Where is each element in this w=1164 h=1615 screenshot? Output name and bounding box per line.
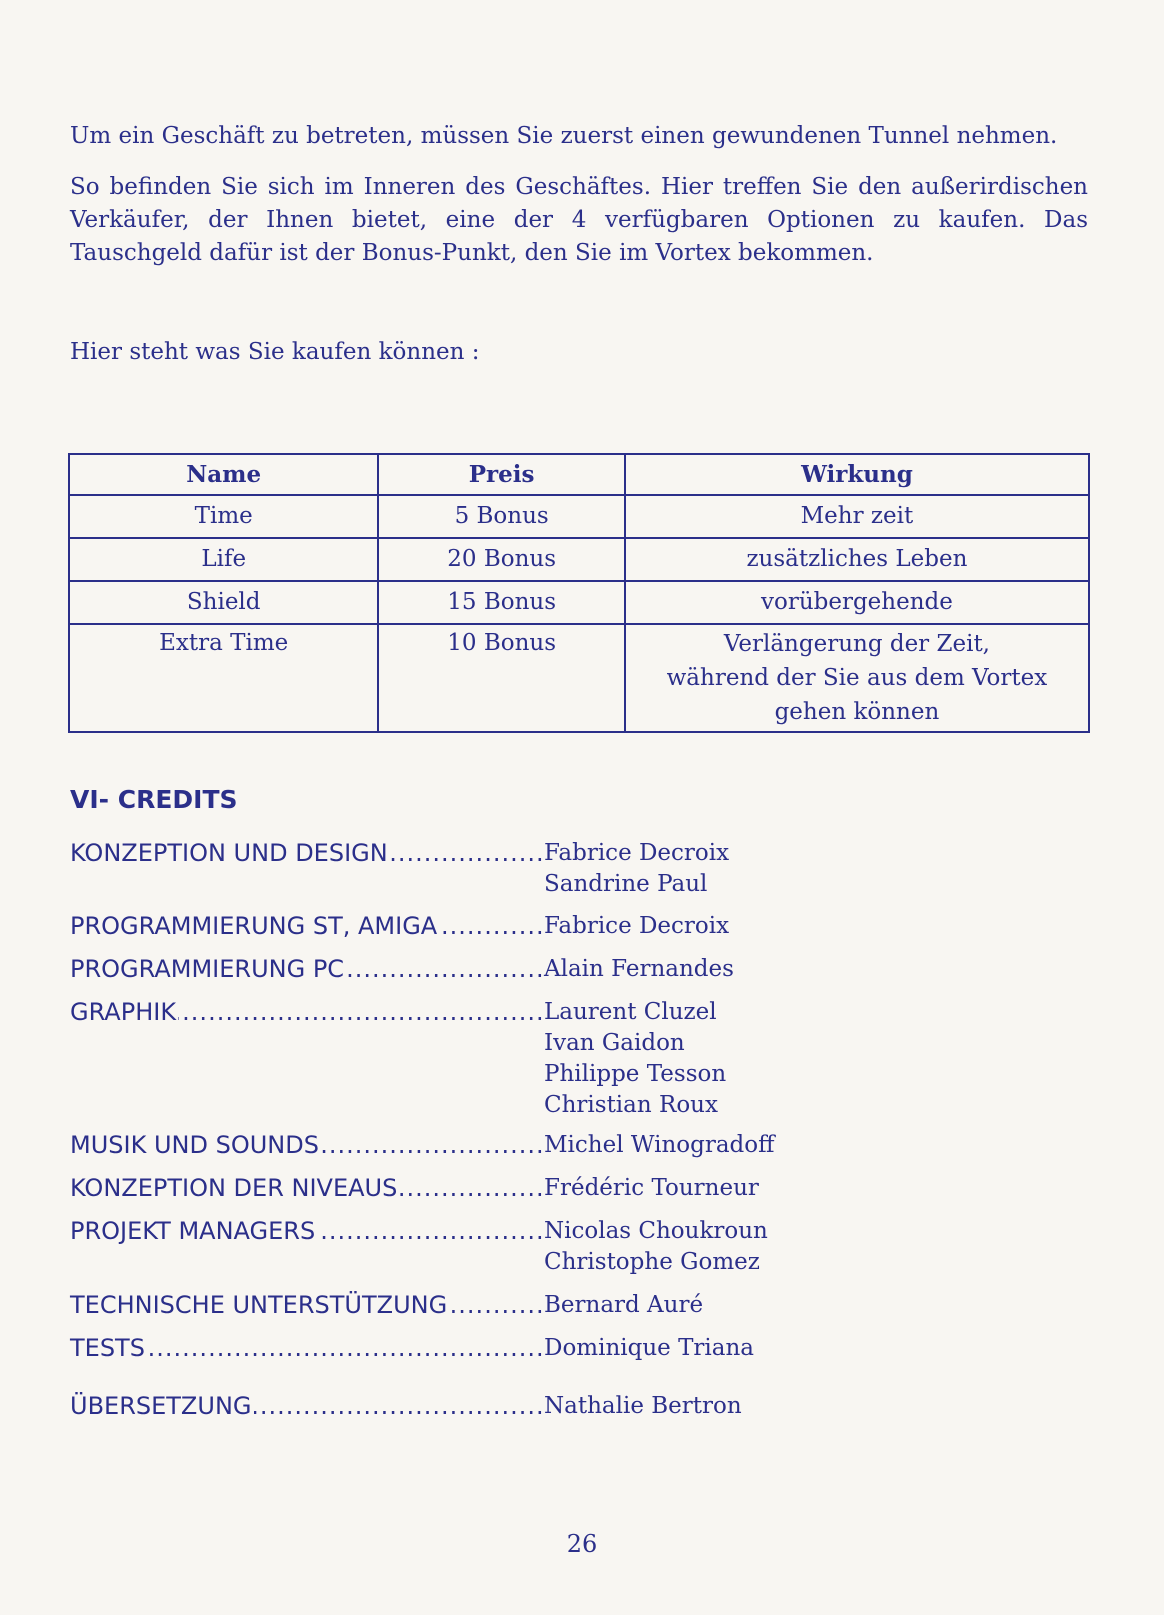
cell-price: 10 Bonus <box>378 624 624 732</box>
credit-role: TECHNISCHE UNTERSTÜTZUNG <box>70 1291 448 1319</box>
credit-name: Fabrice Decroix <box>544 913 730 939</box>
credit-name: Nicolas Choukroun <box>544 1218 768 1244</box>
page-number: 26 <box>566 1530 598 1558</box>
credit-names <box>544 1216 768 1278</box>
credit-role: KONZEPTION DER NIVEAUS <box>70 1174 398 1202</box>
credit-role: PROGRAMMIERUNG ST, AMIGA <box>70 912 438 940</box>
credit-role: MUSIK UND SOUNDS <box>70 1131 319 1159</box>
shop-options-table <box>68 453 1090 733</box>
credit-name: Nathalie Bertron <box>544 1393 742 1419</box>
credit-name: Bernard Auré <box>544 1292 704 1318</box>
cell-name: Time <box>69 495 378 538</box>
cell-name: Life <box>69 538 378 581</box>
credit-names <box>544 997 726 1121</box>
cell-price: 15 Bonus <box>378 581 624 624</box>
credit-name: Alain Fernandes <box>544 956 734 982</box>
credit-names <box>544 954 734 985</box>
credit-role: GRAPHIK <box>70 998 177 1026</box>
credit-name: Laurent Cluzel <box>544 999 717 1025</box>
cell-effect: Mehr zeit <box>625 495 1089 538</box>
cell-price: 5 Bonus <box>378 495 624 538</box>
credit-names <box>544 838 729 900</box>
table-row <box>69 581 1089 624</box>
cell-effect: zusätzliches Leben <box>625 538 1089 581</box>
table-row <box>69 624 1089 732</box>
credit-name: Dominique Triana <box>544 1335 755 1361</box>
credit-names <box>544 1173 759 1204</box>
header-price: Preis <box>378 454 624 495</box>
credit-role: PROJEKT MANAGERS <box>70 1217 316 1245</box>
credit-name: Philippe Tesson <box>544 1061 727 1087</box>
header-name: Name <box>69 454 378 495</box>
credit-name: Fabrice Decroix <box>544 840 730 866</box>
credit-name: Frédéric Tourneur <box>544 1175 759 1201</box>
credit-names <box>544 1333 754 1364</box>
table-row <box>69 495 1089 538</box>
credit-role: KONZEPTION UND DESIGN <box>70 839 388 867</box>
cell-name: Extra Time <box>69 624 378 732</box>
credit-names <box>544 1130 774 1161</box>
shop-paragraph: So befinden Sie sich im Inneren des Geschäftes. Hier treffen Sie den außerirdischen Verkäufer, der Ihnen bietet, eine der 4 verfügbaren Optionen zu kaufen. Das Tauschgeld dafür ist der Bonus-Punkt, den Sie im Vortex bekommen. <box>70 174 1088 266</box>
credit-name: Christian Roux <box>544 1092 718 1118</box>
credit-names <box>544 1290 703 1321</box>
table-row <box>69 538 1089 581</box>
purchase-intro: Hier steht was Sie kaufen können : <box>70 339 480 365</box>
cell-effect: Verlängerung der Zeit, während der Sie aus dem Vortex gehen können <box>625 624 1089 732</box>
credit-names <box>544 911 729 942</box>
header-effect: Wirkung <box>625 454 1089 495</box>
credit-role: TESTS <box>70 1334 145 1362</box>
credit-role: ÜBERSETZUNG <box>70 1392 252 1420</box>
credit-name: Sandrine Paul <box>544 871 708 897</box>
intro-paragraph: Um ein Geschäft zu betreten, müssen Sie zuerst einen gewundenen Tunnel nehmen. <box>70 123 1058 149</box>
credit-names <box>544 1391 742 1422</box>
credits-heading: VI- CREDITS <box>70 785 238 814</box>
cell-price: 20 Bonus <box>378 538 624 581</box>
table-header-row <box>69 454 1089 495</box>
cell-effect: vorübergehende <box>625 581 1089 624</box>
credit-name: Michel Winogradoff <box>544 1132 775 1158</box>
credit-name: Ivan Gaidon <box>544 1030 685 1056</box>
credit-role: PROGRAMMIERUNG PC <box>70 955 345 983</box>
credit-name: Christophe Gomez <box>544 1249 760 1275</box>
cell-name: Shield <box>69 581 378 624</box>
